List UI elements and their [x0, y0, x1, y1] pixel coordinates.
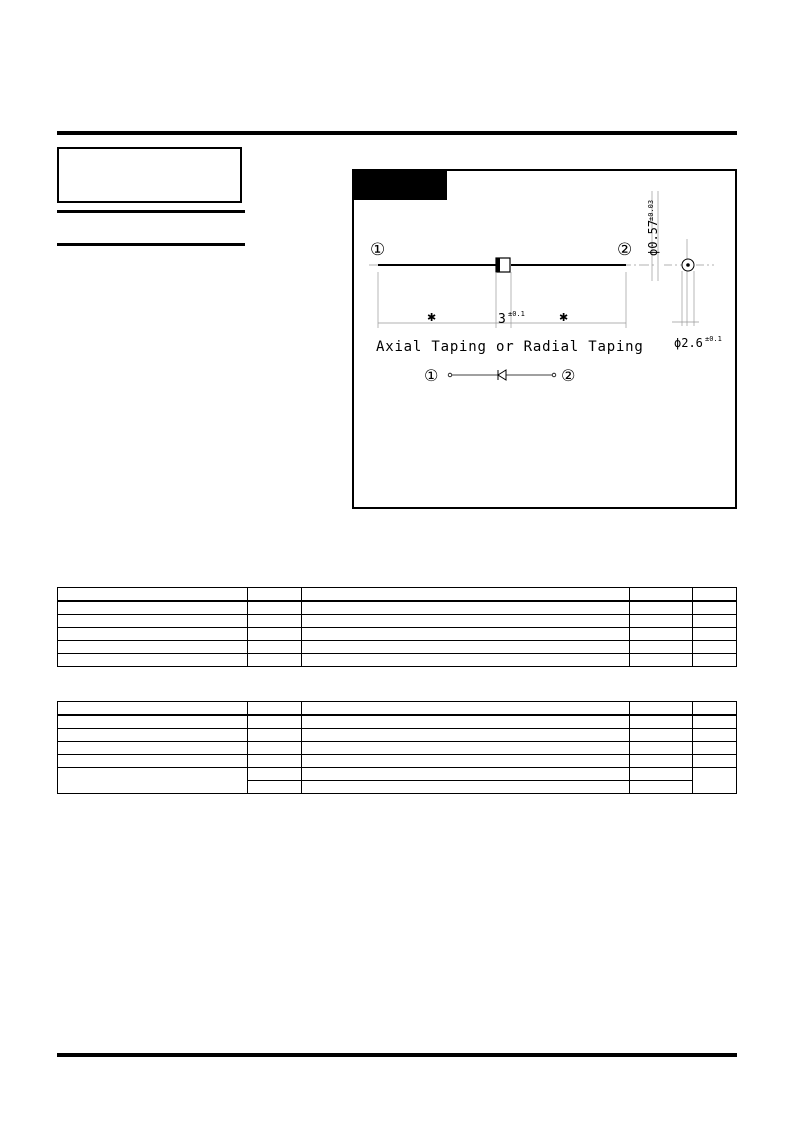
table-row [58, 615, 737, 628]
taping-note: Axial Taping or Radial Taping [376, 339, 644, 355]
lead-diameter-tol: ±0.03 [647, 199, 655, 221]
schematic-pin1: ① [424, 366, 439, 385]
lead-diameter-label: ϕ0.57 [646, 219, 660, 256]
outline-drawing-panel [352, 169, 737, 509]
part-number-box [57, 147, 242, 203]
outline-drawing [354, 171, 739, 511]
table-row [58, 601, 737, 615]
body-length-tol: ±0.1 [508, 310, 525, 318]
table-row [58, 768, 737, 781]
table-row [58, 715, 737, 729]
lead-length-mark-right: ✱ [559, 311, 569, 324]
body-diameter-tol: ±0.1 [705, 335, 722, 343]
table-header-row [58, 702, 737, 716]
table-row [58, 654, 737, 667]
table-row [58, 628, 737, 641]
top-rule [57, 131, 737, 135]
lead-length-mark-left: ✱ [427, 311, 437, 324]
bottom-rule [57, 1053, 737, 1057]
pin2-label: ② [617, 240, 633, 260]
spec-table-2 [57, 701, 737, 794]
body-diameter-label: ϕ2.6 [674, 336, 703, 350]
pin1-label: ① [370, 240, 386, 260]
schematic-pin2: ② [561, 366, 576, 385]
table-header-row [58, 588, 737, 602]
table-row [58, 742, 737, 755]
title-underline-1 [57, 210, 245, 213]
table-row [58, 729, 737, 742]
diode-symbol-icon [498, 370, 506, 380]
cathode-band [496, 258, 500, 272]
title-underline-2 [57, 243, 245, 246]
table-row [58, 641, 737, 654]
table-row [58, 755, 737, 768]
spec-table-1 [57, 587, 737, 667]
body-length-label: 3 [498, 312, 506, 327]
